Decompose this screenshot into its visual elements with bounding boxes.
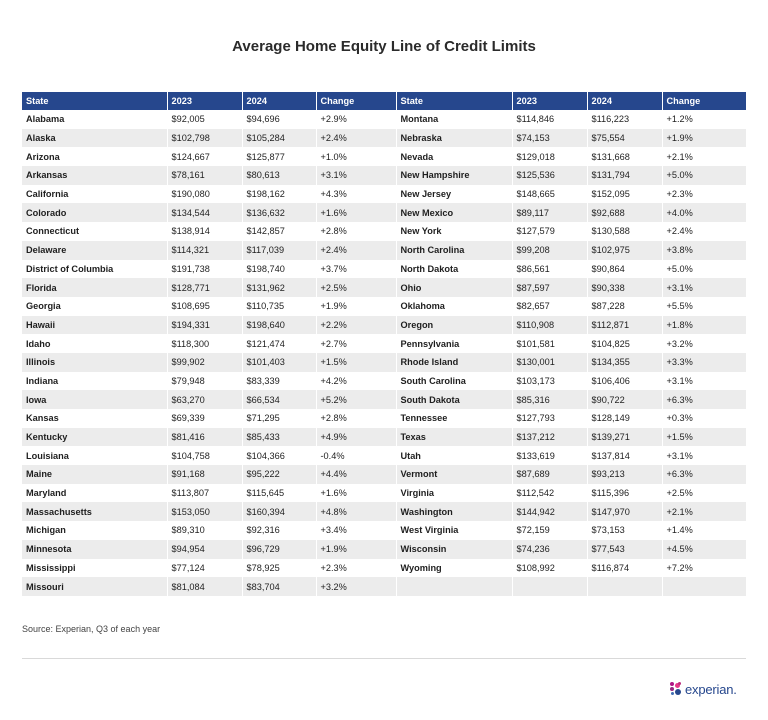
left-state-cell: Idaho [22,334,167,353]
left-value-2023-cell: $104,758 [167,446,242,465]
right-value-2024-cell: $87,228 [587,297,662,316]
left-state-cell: Louisiana [22,446,167,465]
right-change-cell: +0.3% [662,409,746,428]
left-value-2023-cell: $94,954 [167,540,242,559]
table-row [22,129,746,148]
table-row [22,297,746,316]
right-value-2024-cell: $104,825 [587,334,662,353]
left-state-cell: Alabama [22,110,167,129]
left-state-cell: Indiana [22,372,167,391]
right-value-2023-cell: $74,153 [512,129,587,148]
left-value-2024-cell: $131,962 [242,278,316,297]
left-state-cell: District of Columbia [22,260,167,279]
right-value-2023-cell: $130,001 [512,353,587,372]
left-change-cell: +1.6% [316,203,396,222]
left-value-2023-cell: $89,310 [167,521,242,540]
left-change-cell: +2.8% [316,222,396,241]
right-state-cell: New York [396,222,512,241]
left-value-2023-cell: $69,339 [167,409,242,428]
table-row [22,577,746,596]
right-value-2024-cell [587,577,662,596]
right-value-2023-cell: $110,908 [512,316,587,335]
left-value-2023-cell: $194,331 [167,316,242,335]
right-value-2023-cell: $89,117 [512,203,587,222]
right-state-cell [396,577,512,596]
right-change-cell: +3.8% [662,241,746,260]
right-value-2024-cell: $128,149 [587,409,662,428]
right-value-2024-cell: $130,588 [587,222,662,241]
right-value-2023-cell: $86,561 [512,260,587,279]
left-value-2024-cell: $198,162 [242,185,316,204]
left-value-2023-cell: $190,080 [167,185,242,204]
left-value-2024-cell: $117,039 [242,241,316,260]
right-value-2024-cell: $152,095 [587,185,662,204]
left-state-cell: Maine [22,465,167,484]
left-value-2024-cell: $198,640 [242,316,316,335]
left-state-cell: Illinois [22,353,167,372]
table-row [22,110,746,129]
table-row [22,521,746,540]
left-change-cell: +2.8% [316,409,396,428]
right-state-cell: Oregon [396,316,512,335]
right-change-cell: +3.1% [662,278,746,297]
left-state-cell: Colorado [22,203,167,222]
left-state-cell: Arkansas [22,166,167,185]
logo-dot [670,687,674,691]
right-state-cell: Ohio [396,278,512,297]
column-header-2023: 2023 [167,92,242,110]
left-change-cell: +4.8% [316,502,396,521]
left-value-2023-cell: $78,161 [167,166,242,185]
logo-dot [671,692,674,695]
right-change-cell: +5.0% [662,166,746,185]
left-value-2024-cell: $160,394 [242,502,316,521]
left-state-cell: Kansas [22,409,167,428]
right-state-cell: Virginia [396,484,512,503]
left-change-cell: +1.9% [316,540,396,559]
logo-text: experian. [685,681,737,697]
left-value-2024-cell: $121,474 [242,334,316,353]
left-state-cell: Georgia [22,297,167,316]
right-value-2023-cell: $87,689 [512,465,587,484]
left-change-cell: +4.4% [316,465,396,484]
table-row [22,241,746,260]
left-value-2023-cell: $77,124 [167,559,242,578]
table-row [22,260,746,279]
right-value-2024-cell: $131,794 [587,166,662,185]
left-value-2024-cell: $66,534 [242,390,316,409]
right-value-2024-cell: $73,153 [587,521,662,540]
table-row [22,316,746,335]
right-value-2023-cell: $144,942 [512,502,587,521]
right-change-cell: +6.3% [662,465,746,484]
left-value-2023-cell: $134,544 [167,203,242,222]
right-value-2024-cell: $112,871 [587,316,662,335]
left-value-2023-cell: $128,771 [167,278,242,297]
right-value-2023-cell: $101,581 [512,334,587,353]
table-row [22,502,746,521]
left-change-cell: +3.2% [316,577,396,596]
left-change-cell: +4.3% [316,185,396,204]
left-value-2024-cell: $125,877 [242,147,316,166]
left-value-2024-cell: $104,366 [242,446,316,465]
table-row [22,390,746,409]
right-value-2023-cell: $103,173 [512,372,587,391]
left-value-2024-cell: $198,740 [242,260,316,279]
right-value-2023-cell: $85,316 [512,390,587,409]
table-row [22,147,746,166]
right-change-cell: +7.2% [662,559,746,578]
right-value-2024-cell: $93,213 [587,465,662,484]
right-change-cell [662,577,746,596]
left-value-2024-cell: $96,729 [242,540,316,559]
left-change-cell: +4.2% [316,372,396,391]
logo-dot [678,682,681,685]
left-change-cell: +4.9% [316,428,396,447]
left-value-2024-cell: $94,696 [242,110,316,129]
left-state-cell: Mississippi [22,559,167,578]
table-row [22,409,746,428]
right-value-2023-cell: $125,536 [512,166,587,185]
heloc-table [22,92,747,596]
left-value-2023-cell: $138,914 [167,222,242,241]
table-row [22,185,746,204]
left-change-cell: +3.7% [316,260,396,279]
right-value-2024-cell: $90,338 [587,278,662,297]
right-state-cell: South Dakota [396,390,512,409]
right-value-2023-cell: $82,657 [512,297,587,316]
right-value-2024-cell: $106,406 [587,372,662,391]
left-value-2023-cell: $118,300 [167,334,242,353]
right-change-cell: +3.3% [662,353,746,372]
right-state-cell: Nebraska [396,129,512,148]
experian-logo [670,679,737,699]
right-value-2023-cell [512,577,587,596]
right-value-2023-cell: $112,542 [512,484,587,503]
left-value-2024-cell: $136,632 [242,203,316,222]
left-value-2024-cell: $105,284 [242,129,316,148]
right-change-cell: +4.5% [662,540,746,559]
table-row [22,222,746,241]
logo-dot [670,682,674,686]
table-row [22,353,746,372]
left-state-cell: Massachusetts [22,502,167,521]
column-header-2024: 2024 [587,92,662,110]
right-state-cell: South Carolina [396,372,512,391]
left-change-cell: +1.5% [316,353,396,372]
right-change-cell: +5.5% [662,297,746,316]
right-value-2023-cell: $114,846 [512,110,587,129]
right-value-2024-cell: $115,396 [587,484,662,503]
left-value-2024-cell: $78,925 [242,559,316,578]
right-state-cell: Texas [396,428,512,447]
left-value-2023-cell: $108,695 [167,297,242,316]
left-value-2023-cell: $114,321 [167,241,242,260]
left-value-2023-cell: $99,902 [167,353,242,372]
table-row [22,278,746,297]
table-row [22,540,746,559]
left-state-cell: California [22,185,167,204]
right-state-cell: Wyoming [396,559,512,578]
left-value-2024-cell: $115,645 [242,484,316,503]
right-state-cell: Nevada [396,147,512,166]
right-value-2023-cell: $72,159 [512,521,587,540]
right-change-cell: +6.3% [662,390,746,409]
right-state-cell: Montana [396,110,512,129]
table-row [22,203,746,222]
column-header-change: Change [316,92,396,110]
right-state-cell: Wisconsin [396,540,512,559]
left-change-cell: +2.5% [316,278,396,297]
right-value-2023-cell: $127,579 [512,222,587,241]
left-state-cell: Kentucky [22,428,167,447]
table-row [22,428,746,447]
right-change-cell: +2.5% [662,484,746,503]
right-value-2024-cell: $139,271 [587,428,662,447]
table-body [22,110,746,596]
left-change-cell: +1.6% [316,484,396,503]
left-change-cell: +2.7% [316,334,396,353]
right-value-2024-cell: $75,554 [587,129,662,148]
right-change-cell: +1.8% [662,316,746,335]
left-change-cell: -0.4% [316,446,396,465]
left-state-cell: Minnesota [22,540,167,559]
left-value-2024-cell: $101,403 [242,353,316,372]
left-value-2023-cell: $113,807 [167,484,242,503]
column-header-state: State [22,92,167,110]
right-value-2023-cell: $99,208 [512,241,587,260]
right-state-cell: Tennessee [396,409,512,428]
left-value-2024-cell: $71,295 [242,409,316,428]
left-state-cell: Arizona [22,147,167,166]
left-value-2023-cell: $81,084 [167,577,242,596]
right-change-cell: +1.5% [662,428,746,447]
right-change-cell: +3.2% [662,334,746,353]
left-value-2023-cell: $153,050 [167,502,242,521]
left-change-cell: +2.3% [316,559,396,578]
logo-dot [675,689,681,695]
left-state-cell: Florida [22,278,167,297]
right-value-2023-cell: $87,597 [512,278,587,297]
source-note: Source: Experian, Q3 of each year [22,624,161,634]
right-state-cell: New Jersey [396,185,512,204]
right-value-2023-cell: $127,793 [512,409,587,428]
right-change-cell: +1.2% [662,110,746,129]
right-value-2023-cell: $148,665 [512,185,587,204]
right-change-cell: +3.1% [662,446,746,465]
table-row [22,559,746,578]
right-value-2024-cell: $147,970 [587,502,662,521]
right-state-cell: Vermont [396,465,512,484]
right-value-2024-cell: $77,543 [587,540,662,559]
right-state-cell: New Hampshire [396,166,512,185]
right-change-cell: +2.1% [662,147,746,166]
right-change-cell: +2.4% [662,222,746,241]
table-row [22,465,746,484]
left-value-2024-cell: $95,222 [242,465,316,484]
left-value-2023-cell: $124,667 [167,147,242,166]
left-change-cell: +3.1% [316,166,396,185]
right-value-2024-cell: $116,223 [587,110,662,129]
left-change-cell: +2.9% [316,110,396,129]
left-value-2023-cell: $63,270 [167,390,242,409]
left-value-2024-cell: $142,857 [242,222,316,241]
table-row [22,166,746,185]
right-value-2023-cell: $129,018 [512,147,587,166]
right-state-cell: Utah [396,446,512,465]
right-value-2024-cell: $90,864 [587,260,662,279]
left-change-cell: +5.2% [316,390,396,409]
right-change-cell: +2.1% [662,502,746,521]
left-value-2024-cell: $83,704 [242,577,316,596]
right-value-2023-cell: $137,212 [512,428,587,447]
right-value-2024-cell: $134,355 [587,353,662,372]
right-value-2024-cell: $131,668 [587,147,662,166]
right-state-cell: West Virginia [396,521,512,540]
left-state-cell: Hawaii [22,316,167,335]
right-state-cell: Washington [396,502,512,521]
left-value-2024-cell: $110,735 [242,297,316,316]
column-header-2024: 2024 [242,92,316,110]
right-state-cell: Rhode Island [396,353,512,372]
column-header-change: Change [662,92,746,110]
table-row [22,446,746,465]
experian-dots-icon [670,682,682,696]
left-value-2023-cell: $102,798 [167,129,242,148]
left-value-2023-cell: $92,005 [167,110,242,129]
right-state-cell: Oklahoma [396,297,512,316]
left-change-cell: +3.4% [316,521,396,540]
table-row [22,334,746,353]
right-state-cell: Pennsylvania [396,334,512,353]
table-header-row [22,92,746,110]
right-change-cell: +3.1% [662,372,746,391]
footer-divider [22,658,746,659]
right-state-cell: North Dakota [396,260,512,279]
left-change-cell: +1.0% [316,147,396,166]
left-state-cell: Alaska [22,129,167,148]
right-value-2024-cell: $137,814 [587,446,662,465]
right-value-2023-cell: $74,236 [512,540,587,559]
left-state-cell: Missouri [22,577,167,596]
page-title: Average Home Equity Line of Credit Limits [232,38,536,55]
left-change-cell: +2.4% [316,241,396,260]
left-value-2023-cell: $81,416 [167,428,242,447]
left-value-2023-cell: $191,738 [167,260,242,279]
left-state-cell: Maryland [22,484,167,503]
right-value-2023-cell: $108,992 [512,559,587,578]
right-change-cell: +1.9% [662,129,746,148]
left-change-cell: +1.9% [316,297,396,316]
right-state-cell: New Mexico [396,203,512,222]
left-value-2023-cell: $79,948 [167,372,242,391]
left-state-cell: Connecticut [22,222,167,241]
left-value-2023-cell: $91,168 [167,465,242,484]
right-change-cell: +4.0% [662,203,746,222]
right-value-2024-cell: $116,874 [587,559,662,578]
left-state-cell: Iowa [22,390,167,409]
left-change-cell: +2.2% [316,316,396,335]
table-row [22,484,746,503]
left-change-cell: +2.4% [316,129,396,148]
left-state-cell: Delaware [22,241,167,260]
left-value-2024-cell: $80,613 [242,166,316,185]
left-state-cell: Michigan [22,521,167,540]
left-value-2024-cell: $85,433 [242,428,316,447]
left-value-2024-cell: $92,316 [242,521,316,540]
right-change-cell: +1.4% [662,521,746,540]
right-value-2024-cell: $92,688 [587,203,662,222]
right-value-2023-cell: $133,619 [512,446,587,465]
table-row [22,372,746,391]
right-value-2024-cell: $90,722 [587,390,662,409]
column-header-2023: 2023 [512,92,587,110]
right-change-cell: +5.0% [662,260,746,279]
column-header-state: State [396,92,512,110]
right-value-2024-cell: $102,975 [587,241,662,260]
left-value-2024-cell: $83,339 [242,372,316,391]
right-change-cell: +2.3% [662,185,746,204]
right-state-cell: North Carolina [396,241,512,260]
